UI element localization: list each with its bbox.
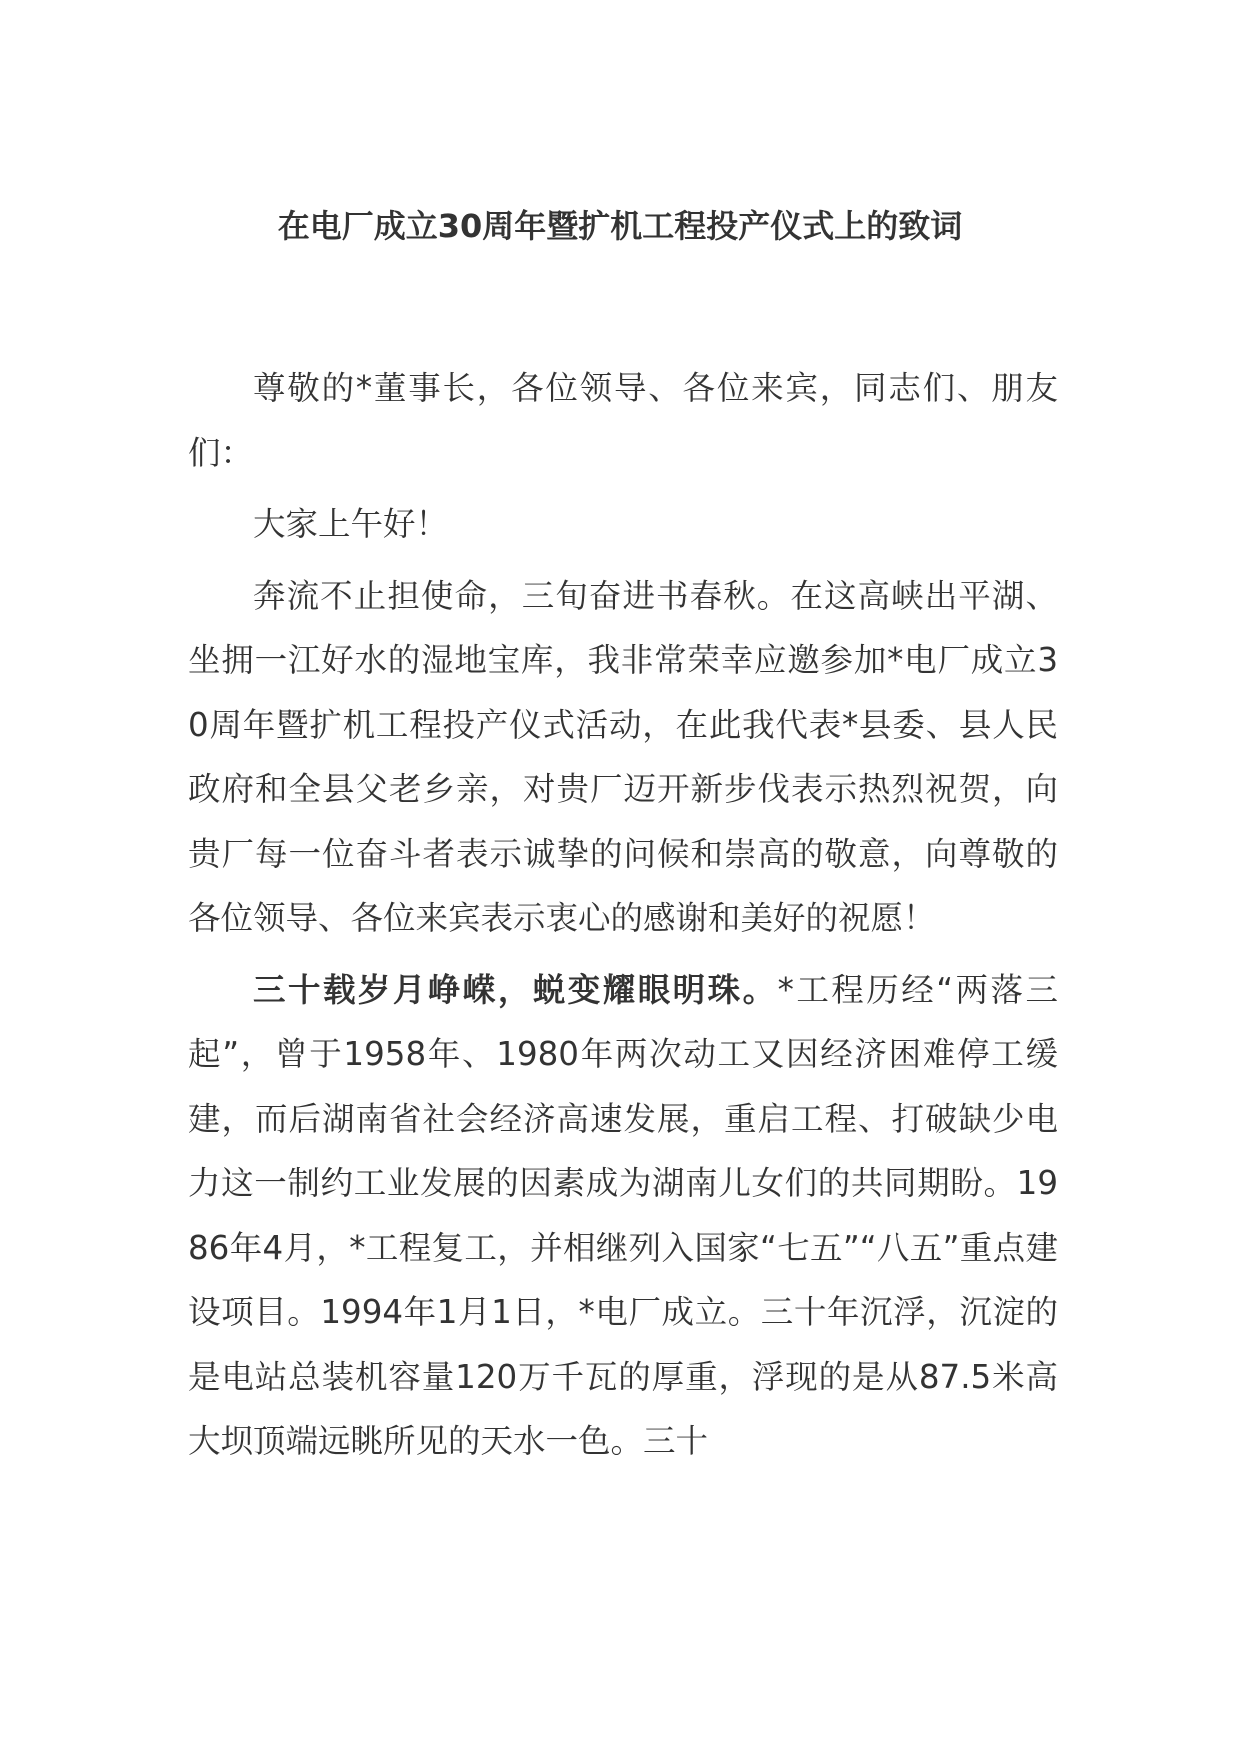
greeting: 大家上午好！: [253, 505, 449, 543]
paragraph-text: 奔流不止担使命，三旬奋进书春秋。在这高峡出平湖、坐拥一江好水的湿地宝库，我非常荣幸应邀参加*电厂成立30周年暨扩机工程投产仪式活动，在此我代表*县委、县人民政府和全县父老乡亲，对贵厂迈开新步伐表示热烈祝贺，向贵厂每一位奋斗者表示诚挚的问候和崇高的敬意，向尊敬的各位领导、各位来宾表示衷心的感谢和美好的祝愿！: [188, 576, 1058, 937]
document-title: 在电厂成立30周年暨扩机工程投产仪式上的致词: [277, 207, 963, 245]
paragraph-text: *工程历经“两落三起”，曾于1958年、1980年两次动工又因经济困难停工缓建，而后湖南省社会经济高速发展，重启工程、打破缺少电力这一制约工业发展的因素成为湖南儿女们的共同期盼。1986年4月，*工程复工，并相继列入国家“七五”“八五”重点建设项目。1994年1月1日，*电厂成立。三十年沉浮，沉淀的是电站总装机容量120万千瓦的厚重，浮现的是从87.5米高大坝顶端远眺所见的天水一色。三十: [188, 970, 1058, 1460]
salutation: 尊敬的*董事长，各位领导、各位来宾，同志们、朋友们：: [188, 369, 1058, 472]
paragraph-2: [188, 958, 1058, 1474]
paragraph-lead: 三十载岁月峥嵘，蜕变耀眼明珠。: [253, 970, 778, 1009]
paragraph-1: [188, 564, 1058, 951]
document-body: [188, 356, 1058, 1474]
